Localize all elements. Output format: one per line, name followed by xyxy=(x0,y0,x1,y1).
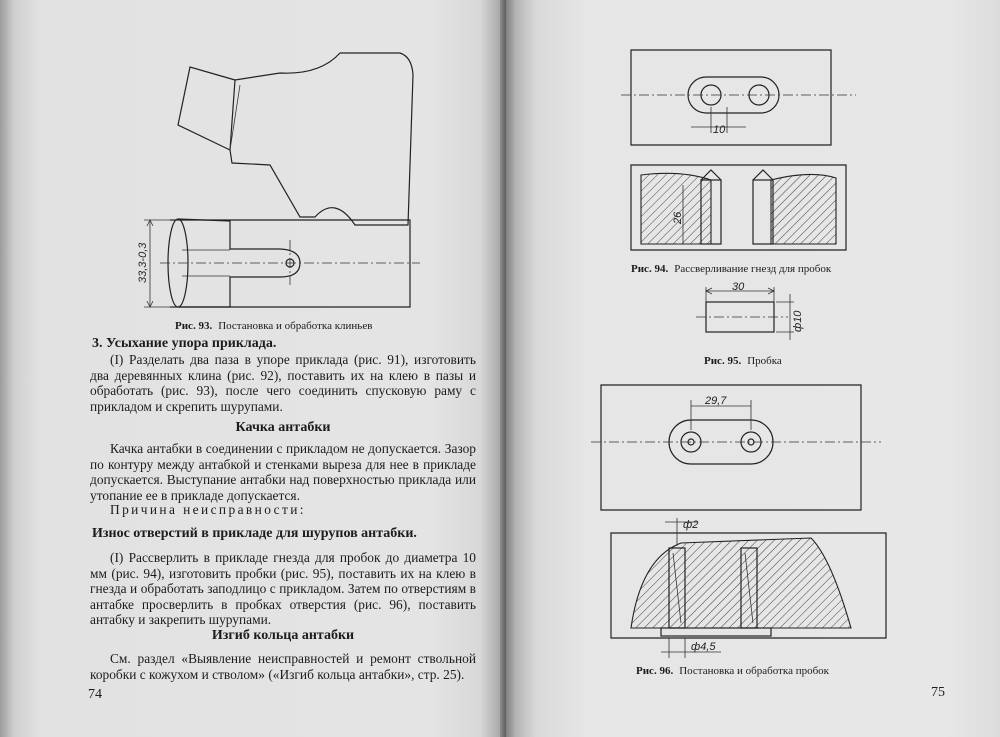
figure-96-top-view xyxy=(591,380,891,515)
fig94-dim-top: 10 xyxy=(713,124,726,136)
fig95-dim-len: 30 xyxy=(732,281,745,293)
prichina-label: Причина неисправности: xyxy=(110,502,306,517)
fig93-caption-num: Рис. 93. xyxy=(175,320,213,332)
page-number-right: 75 xyxy=(931,685,945,700)
fig94-caption-text: Рассверливание гнезд для пробок xyxy=(674,263,832,275)
figure-96-section xyxy=(601,518,891,668)
right-page xyxy=(506,0,1000,737)
iznos-title: Износ отверстий в прикладе для шурупов антабки. xyxy=(92,526,417,541)
heading-izgib: Изгиб кольца антабки xyxy=(211,628,355,643)
figure-94-top-view xyxy=(621,45,861,145)
fig95-caption-text: Пробка xyxy=(747,355,782,367)
fig94-caption xyxy=(631,263,831,275)
figure-94-section xyxy=(621,160,861,260)
figure-95-drawing xyxy=(696,282,806,342)
fig96-dim-bottom: ф4,5 xyxy=(691,641,716,653)
figure-93-drawing xyxy=(130,45,430,315)
page-number-left: 74 xyxy=(88,687,102,702)
section3-title: 3. Усыхание упора приклада. xyxy=(92,336,277,351)
fig95-dim-dia: ф10 xyxy=(792,310,804,332)
fig96-dim-hole: ф2 xyxy=(683,519,699,531)
fig94-caption-num: Рис. 94. xyxy=(631,263,669,275)
fig93-caption xyxy=(175,320,372,332)
fig93-dim-label: 33,3-0,3 xyxy=(137,242,149,283)
fig96-caption-num: Рис. 96. xyxy=(636,665,674,677)
izgib-text: См. раздел «Выявление неисправностей и ремонт ствольной коробки с кожухом и стволом» («Изгиб кольца антабки», стр. 25). xyxy=(90,651,476,682)
heading-kachka: Качка антабки xyxy=(235,420,331,435)
fig96-caption-text: Постановка и обработка пробок xyxy=(679,665,830,677)
fig93-caption-text: Постановка и обработка клиньев xyxy=(218,320,373,332)
fig95-caption xyxy=(704,355,782,367)
kachka-text: Качка антабки в соединении с прикладом не допускается. Зазор по контуру между антабкой и стенками выреза для нее в прикладе допускается. Выступание антабки над поверхностью приклада или утопание ее в прикладе допускается. xyxy=(90,441,476,503)
fig94-dim-side: 26 xyxy=(672,211,684,224)
iznos-text: (І) Рассверлить в прикладе гнезда для пробок до диаметра 10 мм (рис. 94), изготовить пробки (рис. 95), поставить их на клею в гнезда и обработать заподлицо с прикладом. Затем по отверстиям в антабке просверлить в пробках отверстия (рис. 96), поставить антабку и закрепить шурупами. xyxy=(90,550,476,628)
section3-text: (І) Разделать два паза в упоре приклада (рис. 91), изготовить два деревянных клина (рис. 92), поставить их на клею в пазы и обработать (рис. 93), после чего соединить спусковую раму с прикладом и скрепить шурупами. xyxy=(90,352,476,414)
fig96-dim-top: 29,7 xyxy=(705,395,727,407)
fig96-caption xyxy=(636,665,829,677)
fig95-caption-num: Рис. 95. xyxy=(704,355,742,367)
